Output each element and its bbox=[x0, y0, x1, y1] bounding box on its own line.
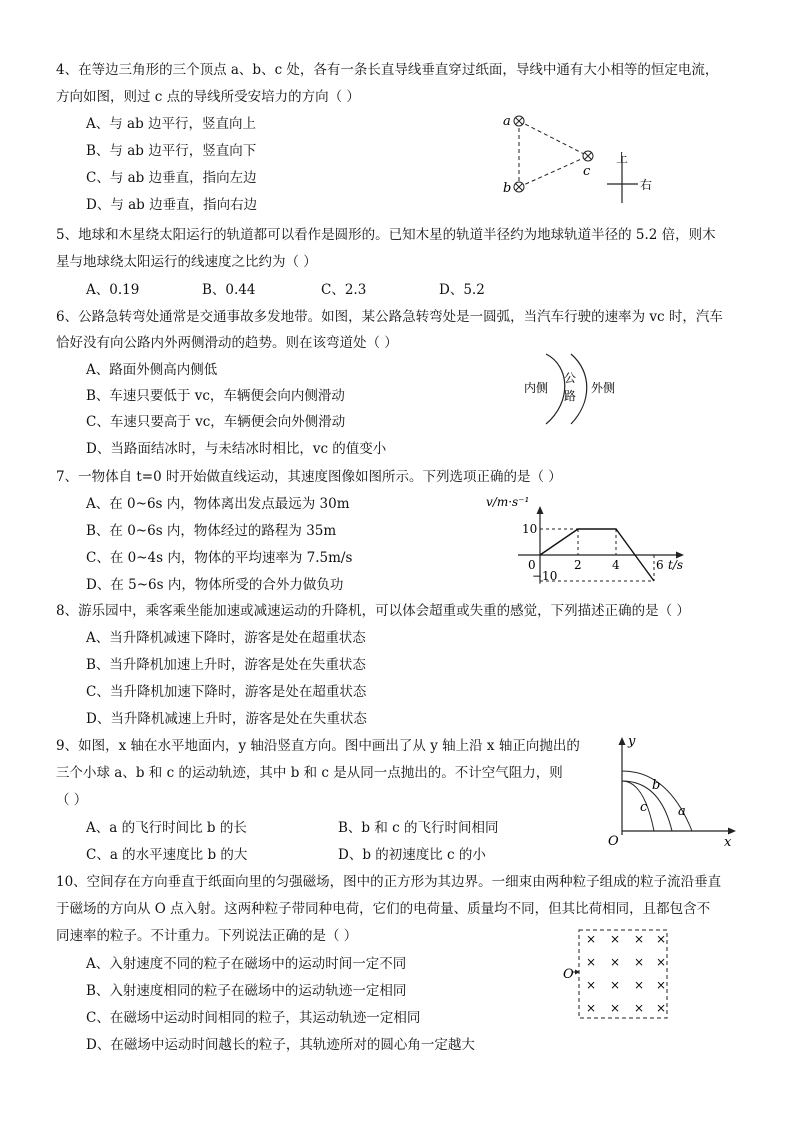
q6-stem-line2: 恰好没有向公路内外两侧滑动的趋势。则在该弯道处（ ） bbox=[56, 335, 398, 351]
label-origin: O bbox=[608, 834, 619, 849]
field-cross-icon: × bbox=[634, 932, 645, 946]
wire-c-cross-icon bbox=[583, 151, 593, 161]
field-cross-icon: × bbox=[586, 932, 597, 946]
q5-stem-line1: 5、地球和木星绕太阳运行的轨道都可以看作是圆形的。已知木星的轨道半径约为地球轨道半径的 5.2 倍，则木 bbox=[56, 227, 716, 243]
q9-stem-line3: （ ） bbox=[56, 792, 88, 808]
q10-option-a[interactable]: A、入射速度不同的粒子在磁场中的运动时间一定不同 bbox=[86, 956, 407, 972]
chart-xtick-6: 6 bbox=[656, 558, 664, 572]
field-cross-icon: × bbox=[634, 955, 645, 969]
label-b: b bbox=[652, 778, 661, 793]
chart-ytick-10: 10 bbox=[522, 522, 538, 536]
q7-option-d[interactable]: D、在 5~6s 内，物体所受的合外力做负功 bbox=[86, 577, 344, 593]
label-origin-o: O bbox=[563, 967, 574, 982]
label-road-1: 公 bbox=[564, 371, 577, 385]
wire-b-cross-icon bbox=[514, 182, 524, 192]
chart-xlabel: t/s bbox=[668, 558, 684, 572]
chart-xtick-4: 4 bbox=[612, 558, 620, 572]
q4-option-d[interactable]: D、与 ab 边垂直，指向右边 bbox=[86, 197, 258, 213]
chart-xtick-0: 0 bbox=[528, 558, 536, 572]
field-cross-icon: × bbox=[586, 1001, 597, 1015]
q7-option-b[interactable]: B、在 0~6s 内，物体经过的路程为 35m bbox=[86, 523, 337, 539]
q6-option-b[interactable]: B、车速只要低于 vc，车辆便会向内侧滑动 bbox=[86, 388, 345, 404]
q5-option-a[interactable]: A、0.19 bbox=[86, 282, 140, 298]
label-c: c bbox=[583, 164, 591, 179]
field-cross-icon: × bbox=[610, 1001, 621, 1015]
q4-stem-line1: 4、在等边三角形的三个顶点 a、b、c 处，各有一条长直导线垂直穿过纸面，导线中通有大小相等的恒定电流， bbox=[56, 62, 719, 78]
q4-stem-line2: 方向如图，则过 c 点的导线所受安培力的方向（ ） bbox=[56, 89, 360, 105]
field-cross-icon: × bbox=[586, 978, 597, 992]
field-cross-icon: × bbox=[634, 1001, 645, 1015]
q10-option-b[interactable]: B、入射速度相同的粒子在磁场中的运动轨迹一定相同 bbox=[86, 983, 407, 999]
field-cross-icon: × bbox=[656, 1001, 667, 1015]
q8-option-a[interactable]: A、当升降机减速下降时，游客是处在超重状态 bbox=[86, 630, 366, 646]
q9-option-c[interactable]: C、a 的水平速度比 b 的大 bbox=[86, 847, 248, 863]
label-a: a bbox=[678, 804, 686, 819]
label-y: y bbox=[628, 735, 636, 749]
label-c: c bbox=[640, 800, 648, 815]
q7-option-c[interactable]: C、在 0~4s 内，物体的平均速率为 7.5m/s bbox=[86, 550, 353, 566]
q8-option-c[interactable]: C、当升降机加速下降时，游客是处在超重状态 bbox=[86, 684, 367, 700]
q9-stem-line1: 9、如图，x 轴在水平地面内，y 轴沿竖直方向。图中画出了从 y 轴上沿 x 轴正向抛出的 bbox=[56, 738, 580, 754]
q4-option-b[interactable]: B、与 ab 边平行，竖直向下 bbox=[86, 143, 257, 159]
q6-option-c[interactable]: C、车速只要高于 vc，车辆便会向外侧滑动 bbox=[86, 414, 346, 430]
field-cross-icon: × bbox=[586, 955, 597, 969]
q4-option-c[interactable]: C、与 ab 边垂直，指向左边 bbox=[86, 170, 257, 186]
label-a: a bbox=[503, 114, 511, 129]
label-inner: 内侧 bbox=[524, 381, 549, 395]
field-cross-icon: × bbox=[656, 978, 667, 992]
label-up: 上 bbox=[616, 151, 629, 165]
q9-projectile-figure bbox=[600, 735, 740, 850]
q6-option-a[interactable]: A、路面外侧高内侧低 bbox=[86, 362, 218, 378]
q5-option-b[interactable]: B、0.44 bbox=[202, 282, 256, 298]
q10-magnetic-field-figure bbox=[560, 926, 674, 1022]
q8-option-d[interactable]: D、当升降机减速上升时，游客是处在失重状态 bbox=[86, 711, 367, 727]
q6-road-figure bbox=[518, 352, 628, 428]
field-cross-icon: × bbox=[656, 932, 667, 946]
q4-triangle-figure bbox=[495, 108, 665, 203]
field-cross-icon: × bbox=[610, 978, 621, 992]
q5-option-c[interactable]: C、2.3 bbox=[321, 282, 367, 298]
label-b: b bbox=[503, 181, 512, 196]
y-axis-arrow-icon bbox=[537, 506, 544, 514]
q9-option-b[interactable]: B、b 和 c 的飞行时间相同 bbox=[338, 820, 499, 836]
q6-option-d[interactable]: D、当路面结冰时，与未结冰时相比，vc 的值变小 bbox=[86, 441, 387, 457]
chart-xtick-2: 2 bbox=[574, 558, 582, 572]
q7-option-a[interactable]: A、在 0~6s 内，物体离出发点最远为 30m bbox=[86, 496, 350, 512]
q6-stem-line1: 6、公路急转弯处通常是交通事故多发地带。如图，某公路急转弯处是一圆弧，当汽车行驶的速率为 vc 时，汽车 bbox=[56, 309, 723, 325]
q4-option-a[interactable]: A、与 ab 边平行，竖直向上 bbox=[86, 116, 257, 132]
q10-stem-line2: 于磁场的方向从 O 点入射。这两种粒子带同种电荷，它们的电荷量、质量均不同，但其比荷相同，且都包含不 bbox=[56, 901, 711, 917]
q8-option-b[interactable]: B、当升降机加速上升时，游客是处在失重状态 bbox=[86, 657, 366, 673]
label-x: x bbox=[724, 835, 732, 850]
label-outer: 外侧 bbox=[591, 381, 616, 395]
field-cross-icon: × bbox=[656, 955, 667, 969]
q10-option-d[interactable]: D、在磁场中运动时间越长的粒子，其轨迹所对的圆心角一定越大 bbox=[86, 1037, 475, 1053]
chart-ytick-neg10: −10 bbox=[532, 569, 558, 583]
q5-option-d[interactable]: D、5.2 bbox=[439, 282, 485, 298]
q9-option-a[interactable]: A、a 的飞行时间比 b 的长 bbox=[86, 820, 247, 836]
field-cross-icon: × bbox=[610, 932, 621, 946]
q5-stem-line2: 星与地球绕太阳运行的线速度之比约为（ ） bbox=[56, 254, 317, 270]
q10-stem-line1: 10、空间存在方向垂直于纸面向里的匀强磁场，图中的正方形为其边界。一细束由两种粒子组成的粒子流沿垂直 bbox=[56, 874, 722, 890]
q7-stem: 7、一物体自 t=0 时开始做直线运动，其速度图像如图所示。下列选项正确的是（ ） bbox=[56, 469, 562, 485]
q9-option-d[interactable]: D、b 的初速度比 c 的小 bbox=[338, 847, 486, 863]
field-cross-icon: × bbox=[610, 955, 621, 969]
label-right: 右 bbox=[640, 178, 653, 192]
q10-option-c[interactable]: C、在磁场中运动时间相同的粒子，其运动轨迹一定相同 bbox=[86, 1010, 421, 1026]
q7-velocity-time-chart bbox=[484, 490, 694, 590]
q9-stem-line2: 三个小球 a、b 和 c 的运动轨迹，其中 b 和 c 是从同一点抛出的。不计空气阻力，则 bbox=[56, 765, 563, 781]
label-road-2: 路 bbox=[564, 389, 577, 403]
q8-stem: 8、游乐园中，乘客乘坐能加速或减速运动的升降机，可以体会超重或失重的感觉，下列描述正确的是（ ） bbox=[56, 603, 690, 619]
q10-stem-line3: 同速率的粒子。不计重力。下列说法正确的是（ ） bbox=[56, 928, 358, 944]
chart-ylabel: v/m·s⁻¹ bbox=[486, 495, 530, 509]
wire-a-cross-icon bbox=[514, 116, 524, 126]
field-cross-icon: × bbox=[634, 978, 645, 992]
